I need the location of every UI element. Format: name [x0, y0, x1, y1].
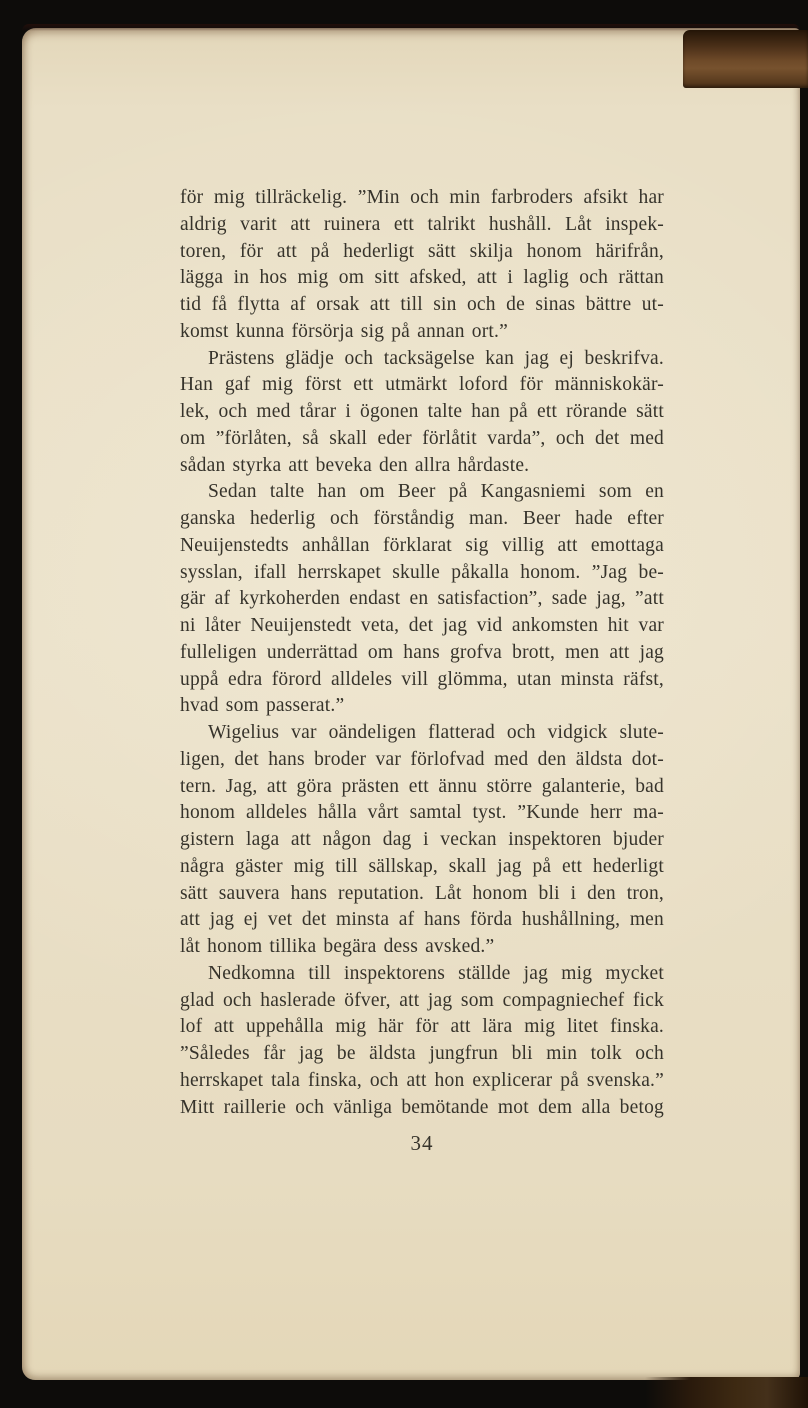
text-line: hvad som passerat.” — [180, 695, 345, 717]
text-line: aldrig varit att ruinera ett talrikt hushåll. Låt inspek- — [180, 213, 664, 235]
text-line: tid få flytta af orsak att till sin och de sinas bättre ut- — [180, 294, 664, 315]
book-page — [22, 28, 800, 1380]
text-line: ni låter Neuijenstedt veta, det jag vid ankomsten hit var — [180, 615, 664, 636]
text-line: sätt sauvera hans reputation. Låt honom bli i den tron, — [180, 882, 664, 904]
text-line: glad och haslerade öfver, att jag som compagniechef fick — [180, 989, 664, 1011]
text-line: lek, och med tårar i ögonen talte han på ett rörande sätt — [180, 401, 664, 422]
text-line: ganska hederlig och förståndig man. Beer hade efter — [180, 508, 664, 529]
page-number: 34 — [410, 1131, 434, 1155]
text-line: tern. Jag, att göra prästen ett ännu större galanterie, bad — [180, 775, 664, 797]
paragraph — [180, 961, 664, 1122]
text-line: Han gaf mig först ett utmärkt loford för människokär- — [180, 374, 664, 396]
text-line: om ”förlåten, så skall eder förlåtit varda”, och det med — [180, 427, 664, 449]
text-line: honom alldeles hålla vårt samtal tyst. ”Kunde herr ma- — [180, 802, 664, 824]
text-line: ligen, det hans broder var förlofvad med den äldsta dot- — [180, 748, 664, 770]
text-line: Prästens glädje och tacksägelse kan jag ej beskrifva. — [208, 347, 664, 369]
text-line: sysslan, ifall herrskapet skulle påkalla honom. ”Jag be- — [180, 561, 664, 583]
text-line: för mig tillräckelig. ”Min och min farbroders afsikt har — [180, 187, 664, 208]
text-line: Mitt raillerie och vänliga bemötande mot dem alla betog — [180, 1096, 664, 1118]
text-line: herrskapet tala finska, och att hon explicerar på svenska.” — [180, 1069, 664, 1091]
paragraph — [180, 346, 664, 480]
paragraph — [180, 720, 664, 961]
text-line: gistern laga att någon dag i veckan inspektoren bjuder — [180, 829, 664, 850]
text-line: Wigelius var oändeligen flatterad och vidgick slute- — [208, 722, 664, 743]
book-cover-edge-top-right — [683, 30, 808, 88]
text-line: komst kunna försörja sig på annan ort.” — [180, 320, 508, 342]
text-line: Nedkomna till inspektorens ställde jag mig mycket — [208, 962, 664, 984]
page-text — [180, 185, 664, 1121]
text-line: gär af kyrkoherden endast en satisfaction”, sade jag, ”att — [180, 588, 664, 610]
text-line: uppå edra förord alldeles vill glömma, utan minsta räfst, — [180, 668, 664, 690]
text-line: Sedan talte han om Beer på Kangasniemi som en — [208, 481, 664, 503]
text-line: lägga in hos mig om sitt afsked, att i laglig och rättan — [180, 267, 664, 289]
paragraph — [180, 479, 664, 720]
book-cover-edge-bottom-right — [645, 1377, 808, 1408]
text-line: Neuijenstedts anhållan förklarat sig villig att emottaga — [180, 534, 664, 556]
text-line: fulleligen underrättad om hans grofva brott, men att jag — [180, 641, 664, 663]
page-top-shadow — [22, 24, 800, 31]
text-line: låt honom tillika begära dess avsked.” — [180, 936, 495, 957]
paragraph — [180, 185, 664, 346]
text-line: ”Således får jag be äldsta jungfrun bli min tolk och — [180, 1043, 664, 1064]
text-line: lof att uppehålla mig här för att lära mig litet finska. — [180, 1016, 664, 1038]
text-line: sådan styrka att beveka den allra hårdaste. — [180, 454, 530, 476]
text-line: att jag ej vet det minsta af hans förda hushållning, men — [180, 909, 664, 931]
text-line: toren, för att på hederligt sätt skilja honom härifrån, — [180, 240, 664, 262]
text-line: några gäster mig till sällskap, skall jag på ett hederligt — [180, 855, 664, 877]
